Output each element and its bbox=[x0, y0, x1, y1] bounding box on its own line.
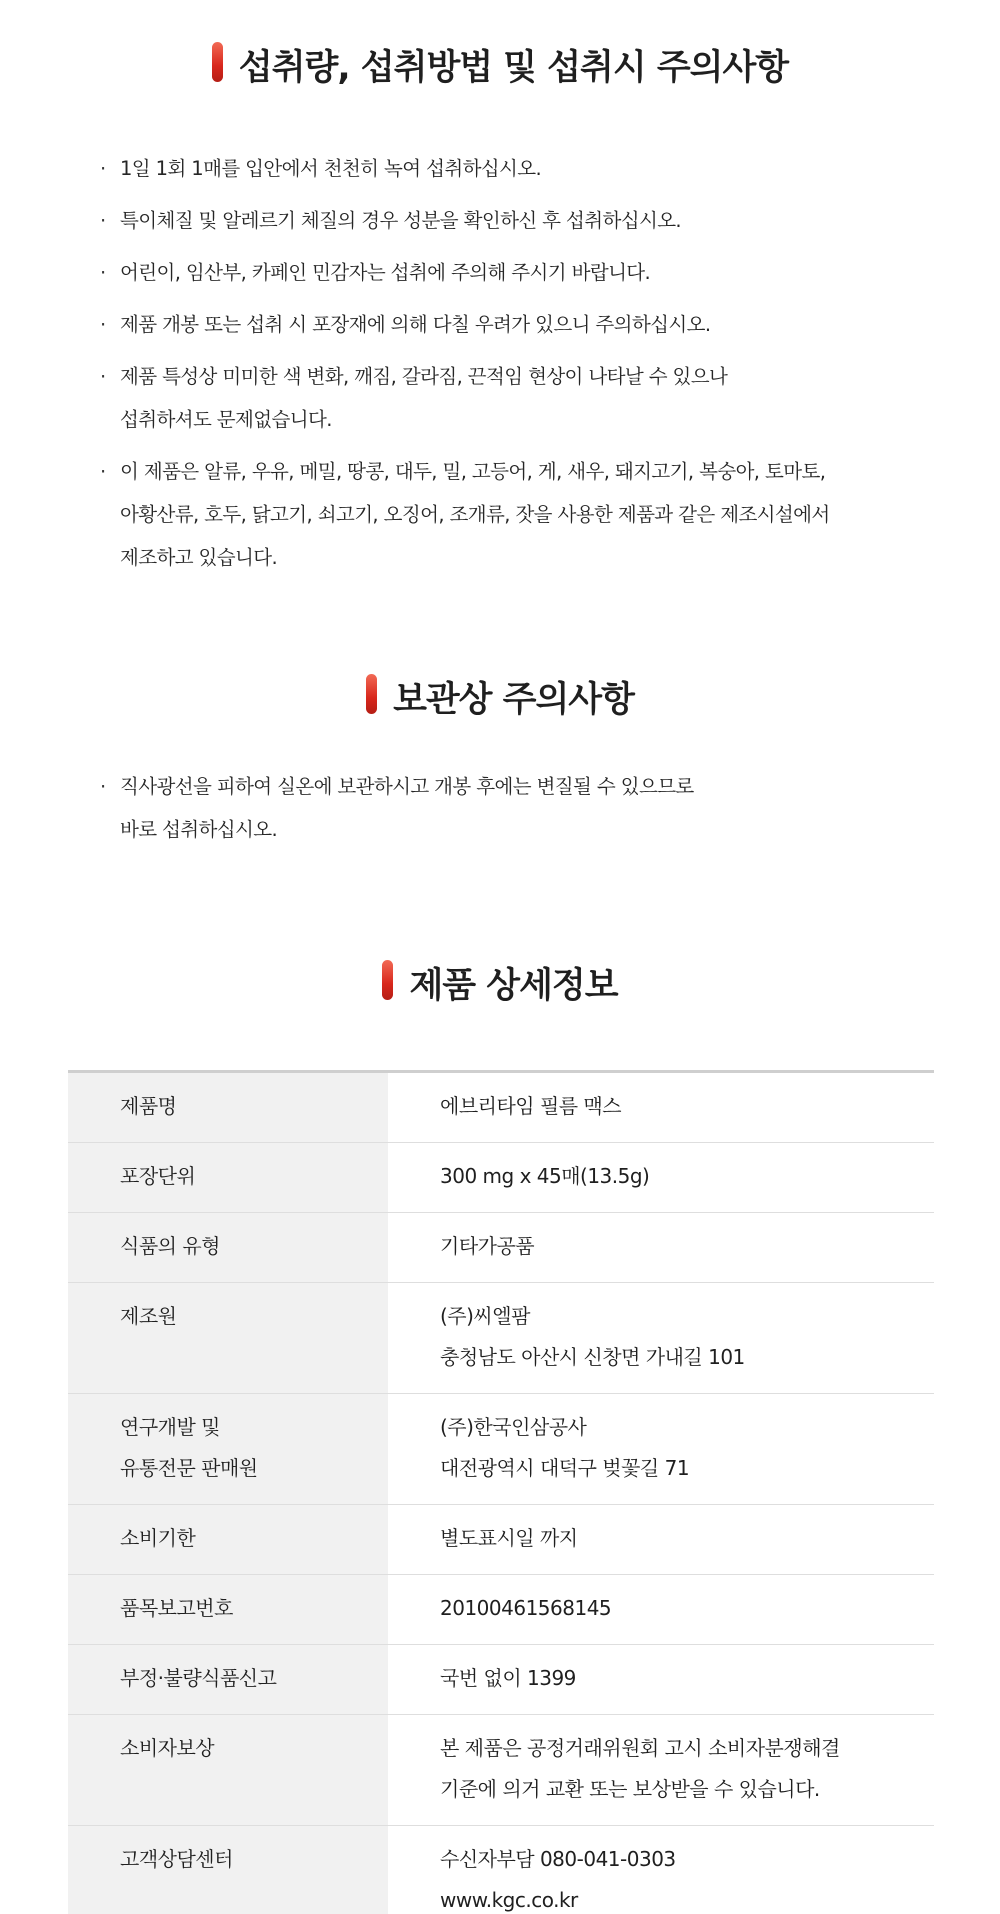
list-item: · 어린이, 임산부, 카페인 민감자는 섭취에 주의해 주시기 바랍니다. bbox=[100, 251, 940, 294]
title-marker-icon bbox=[382, 960, 393, 1000]
table-row bbox=[68, 1575, 934, 1645]
row-label: 제품명 bbox=[68, 1072, 388, 1143]
row-label: 연구개발 및 유통전문 판매원 bbox=[68, 1394, 388, 1505]
row-label: 소비기한 bbox=[68, 1505, 388, 1575]
table-row bbox=[68, 1072, 934, 1143]
row-value: 별도표시일 까지 bbox=[388, 1505, 934, 1575]
table-row bbox=[68, 1645, 934, 1715]
list-item: · 이 제품은 알류, 우유, 메밀, 땅콩, 대두, 밀, 고등어, 게, 새우, 돼지고기, 복숭아, 토마토, 아황산류, 호두, 닭고기, 쇠고기, 오징어, 조개류, 잣을 사용한 제품과 같은 제조시설에서 제조하고 있습니다. bbox=[100, 450, 940, 579]
storage-section-title: 보관상 주의사항 bbox=[0, 672, 1000, 722]
list-item: · 제품 개봉 또는 섭취 시 포장재에 의해 다칠 우려가 있으니 주의하십시오. bbox=[100, 303, 940, 346]
bullet-icon: · bbox=[100, 157, 106, 180]
row-label: 소비자보상 bbox=[68, 1715, 388, 1826]
row-label: 고객상담센터 bbox=[68, 1826, 388, 1914]
table-row bbox=[68, 1143, 934, 1213]
table-row bbox=[68, 1505, 934, 1575]
table-row bbox=[68, 1283, 934, 1394]
list-item: · 제품 특성상 미미한 색 변화, 깨짐, 갈라짐, 끈적임 현상이 나타날 수 있으나 섭취하셔도 문제없습니다. bbox=[100, 355, 940, 441]
bullet-icon: · bbox=[100, 460, 106, 483]
bullet-icon: · bbox=[100, 775, 106, 798]
bullet-icon: · bbox=[100, 365, 106, 388]
row-value: 300 mg x 45매(13.5g) bbox=[388, 1143, 934, 1213]
table-row bbox=[68, 1715, 934, 1826]
row-value: 수신자부담 080-041-0303 www.kgc.co.kr bbox=[440, 1847, 676, 1912]
storage-notes-list bbox=[100, 765, 940, 851]
row-label: 품목보고번호 bbox=[68, 1575, 388, 1645]
row-value: (주)씨엘팜 충청남도 아산시 신창면 가내길 101 bbox=[388, 1283, 934, 1394]
details-section-title: 제품 상세정보 bbox=[0, 958, 1000, 1008]
product-details-table bbox=[68, 1070, 934, 1914]
list-item: · 특이체질 및 알레르기 체질의 경우 성분을 확인하신 후 섭취하십시오. bbox=[100, 199, 940, 242]
intake-notes-list bbox=[100, 147, 940, 579]
table-row bbox=[68, 1826, 934, 1914]
table-row bbox=[68, 1394, 934, 1505]
intake-section-title: 섭취량, 섭취방법 및 섭취시 주의사항 bbox=[0, 40, 1000, 90]
row-label: 제조원 bbox=[68, 1283, 388, 1394]
row-value: 기타가공품 bbox=[388, 1213, 934, 1283]
title-marker-icon bbox=[366, 674, 377, 714]
list-item: · 직사광선을 피하여 실온에 보관하시고 개봉 후에는 변질될 수 있으므로 바로 섭취하십시오. bbox=[100, 765, 940, 851]
table-row bbox=[68, 1213, 934, 1283]
bullet-icon: · bbox=[100, 209, 106, 232]
bullet-icon: · bbox=[100, 261, 106, 284]
list-item: · 1일 1회 1매를 입안에서 천천히 녹여 섭취하십시오. bbox=[100, 147, 940, 190]
row-value: 국번 없이 1399 bbox=[388, 1645, 934, 1715]
row-value: 에브리타임 필름 맥스 bbox=[388, 1072, 934, 1143]
bullet-icon: · bbox=[100, 313, 106, 336]
row-value: 본 제품은 공정거래위원회 고시 소비자분쟁해결 기준에 의거 교환 또는 보상받을 수 있습니다. bbox=[388, 1715, 934, 1826]
row-label: 포장단위 bbox=[68, 1143, 388, 1213]
row-label: 식품의 유형 bbox=[68, 1213, 388, 1283]
title-marker-icon bbox=[212, 42, 223, 82]
row-value: (주)한국인삼공사 대전광역시 대덕구 벚꽃길 71 bbox=[388, 1394, 934, 1505]
row-label: 부정·불량식품신고 bbox=[68, 1645, 388, 1715]
row-value: 20100461568145 bbox=[388, 1575, 934, 1645]
